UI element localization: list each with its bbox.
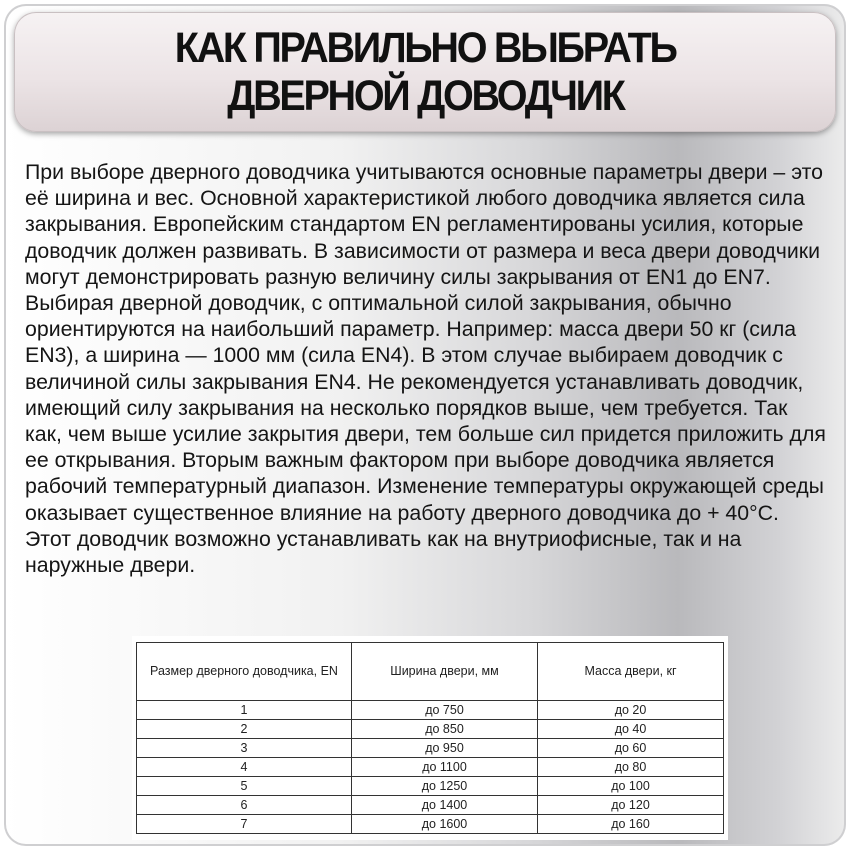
- header-closer-size: Размер дверного доводчика, EN: [137, 643, 352, 701]
- cell-door-width: до 1250: [352, 777, 538, 796]
- cell-door-width: до 950: [352, 739, 538, 758]
- closer-size-table: [136, 642, 724, 834]
- cell-door-weight: до 20: [538, 701, 724, 720]
- cell-door-weight: до 60: [538, 739, 724, 758]
- cell-en-size: 2: [137, 720, 352, 739]
- cell-door-weight: до 120: [538, 796, 724, 815]
- cell-door-weight: до 80: [538, 758, 724, 777]
- title-line-2: ДВЕРНОЙ ДОВОДЧИК: [226, 72, 624, 120]
- table-row: [137, 720, 724, 739]
- spec-table-panel: [132, 636, 728, 840]
- cell-door-width: до 750: [352, 701, 538, 720]
- cell-en-size: 7: [137, 815, 352, 834]
- cell-en-size: 1: [137, 701, 352, 720]
- cell-door-weight: до 100: [538, 777, 724, 796]
- table-row: [137, 777, 724, 796]
- cell-en-size: 4: [137, 758, 352, 777]
- cell-door-width: до 1400: [352, 796, 538, 815]
- infographic-card: [4, 4, 846, 846]
- cell-door-weight: до 160: [538, 815, 724, 834]
- cell-door-width: до 850: [352, 720, 538, 739]
- title-banner: [14, 12, 836, 132]
- table-row: [137, 701, 724, 720]
- cell-door-weight: до 40: [538, 720, 724, 739]
- header-door-width: Ширина двери, мм: [352, 643, 538, 701]
- cell-en-size: 6: [137, 796, 352, 815]
- cell-en-size: 3: [137, 739, 352, 758]
- table-row: [137, 796, 724, 815]
- cell-door-width: до 1100: [352, 758, 538, 777]
- table-row: [137, 815, 724, 834]
- cell-door-width: до 1600: [352, 815, 538, 834]
- table-row: [137, 758, 724, 777]
- table-row: [137, 739, 724, 758]
- description-paragraph: При выборе дверного доводчика учитываются основные параметры двери – это её ширина и вес. Основной характеристикой любого доводчика является сила закрывания. Европейским стандартом EN регламентированы усилия, которые доводчик должен развивать. В зависимости от размера и веса двери доводчики могут демонстрировать разную величину силы закрывания от EN1 до EN7. Выбирая дверной доводчик, с оптимальной силой закрывания, обычно ориентируются на наибольший параметр. Например: масса двери 50 кг (сила EN3), а ширина — 1000 мм (сила EN4). В этом случае выбираем доводчик с величиной силы закрывания EN4. Не рекомендуется устанавливать доводчик, имеющий силу закрывания на несколько порядков выше, чем требуется. Так как, чем выше усилие закрытия двери, тем больше сил придется приложить для ее открывания. Вторым важным фактором при выборе доводчика является рабочий температурный диапазон. Изменение температуры окружающей среды оказывает существенное влияние на работу дверного доводчика до + 40°С. Этот доводчик возможно устанавливать как на внутриофисные, так и на наружные двери.: [25, 160, 826, 578]
- table-header-row: [137, 643, 724, 701]
- title-line-1: КАК ПРАВИЛЬНО ВЫБРАТЬ: [174, 24, 676, 72]
- cell-en-size: 5: [137, 777, 352, 796]
- header-door-weight: Масса двери, кг: [538, 643, 724, 701]
